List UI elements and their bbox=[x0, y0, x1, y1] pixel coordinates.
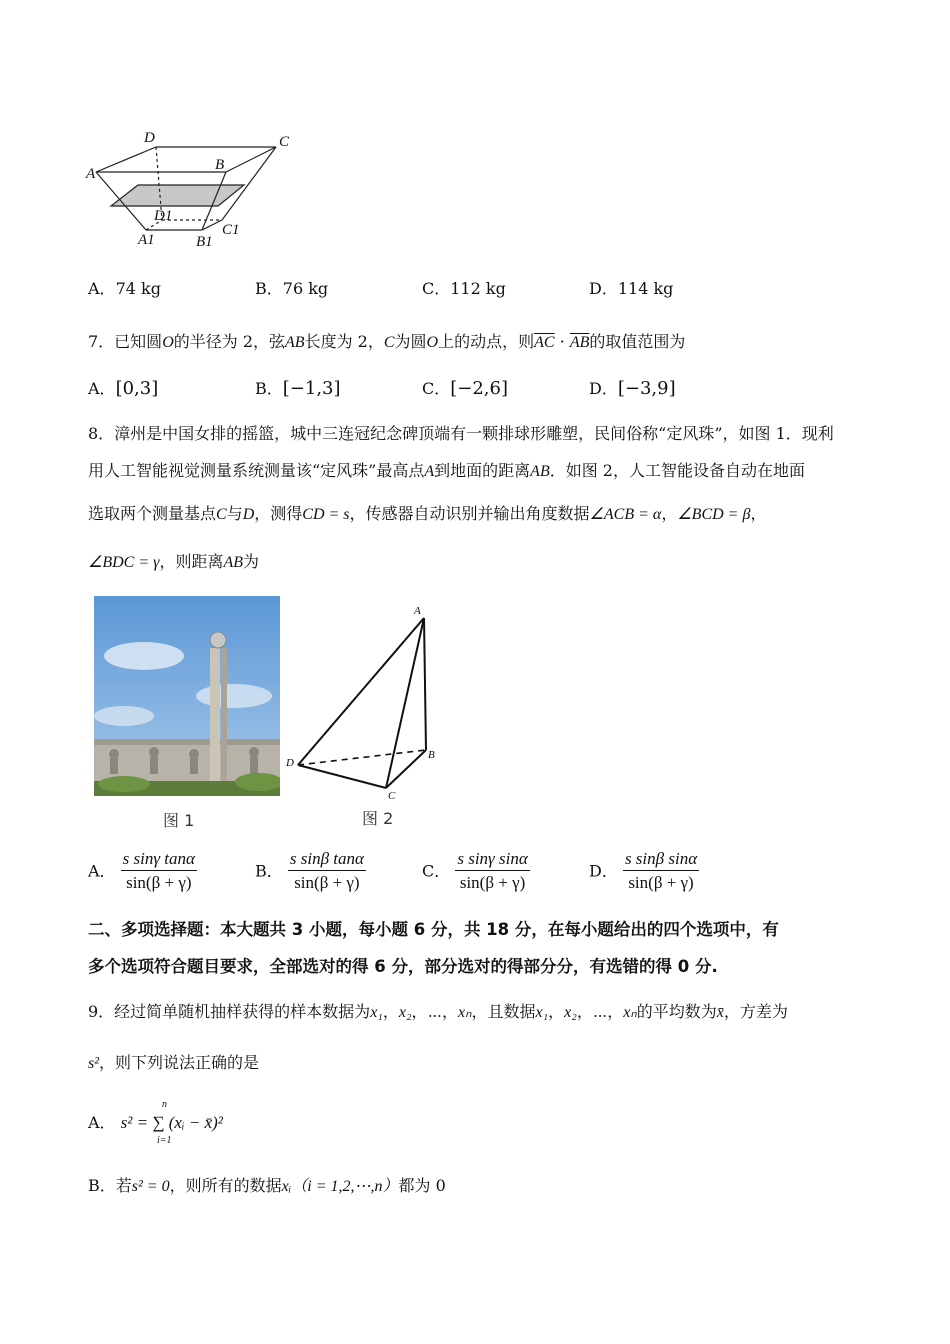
label-D: D bbox=[144, 130, 155, 146]
q9-line-1: 9．经过简单随机抽样获得的样本数据为x₁，x₂，⋯，xₙ，且数据x₁，x₂，⋯，xₙ的平均数为x̄，方差为 bbox=[88, 1002, 788, 1021]
section-2-heading-line-1: 二、多项选择题：本大题共 3 小题，每小题 6 分，共 18 分，在每小题给出的四个选项中，有 bbox=[88, 920, 779, 939]
fraction: $\frac{\text{s sinγ sinα}}{\sin(\beta + \gamma)}$ bbox=[457, 849, 528, 892]
q8-option-c: C． $\frac{\text{s sinγ sinα}}{\sin(\beta + \gamma)}$ bbox=[422, 848, 530, 895]
q8-line-1: 8．漳州是中国女排的摇篮，城中三连冠纪念碑顶端有一颗排球形雕塑，民间俗称“定风珠”，如图 1．现利 bbox=[88, 424, 834, 443]
q6-option-b: B．76 kg bbox=[255, 279, 329, 298]
q8-option-a: A． $\frac{\text{s sinγ tanα}}{\sin(\beta + \gamma)}$ bbox=[88, 848, 197, 895]
figure-1-caption: 图 1 bbox=[163, 811, 195, 830]
label-A: A bbox=[414, 605, 421, 617]
tetrahedron-figure bbox=[282, 600, 442, 800]
label-D1: D1 bbox=[154, 208, 173, 224]
fraction: $\frac{\text{s sinβ sinα}}{\sin(\beta + \gamma)}$ bbox=[624, 849, 698, 892]
q9-line-2: s²，则下列说法正确的是 bbox=[88, 1053, 260, 1072]
monument-photo bbox=[94, 596, 280, 796]
q7-option-c: C．[−2,6] bbox=[422, 378, 509, 399]
figure-2-caption: 图 2 bbox=[362, 809, 394, 828]
q8-line-2: 用人工智能视觉测量系统测量该“定风珠”最高点A到地面的距离AB．如图 2，人工智能设备自动在地面 bbox=[88, 461, 805, 480]
label-B1: B1 bbox=[196, 234, 213, 250]
q9-option-a: A． s² = ∑ (xᵢ − x̄)² bbox=[88, 1113, 223, 1132]
q8-option-b: B． $\frac{\text{s sinβ tanα}}{\sin(\beta + \gamma)}$ bbox=[255, 848, 366, 895]
fraction: $\frac{\text{s sinγ tanα}}{\sin(\beta + \gamma)}$ bbox=[122, 849, 195, 892]
label-B: B bbox=[428, 749, 435, 761]
sum-upper-limit: n bbox=[162, 1099, 167, 1110]
q8-option-d: D． $\frac{\text{s sinβ sinα}}{\sin(\beta + \gamma)}$ bbox=[589, 848, 699, 895]
q6-option-a: A．74 kg bbox=[88, 279, 161, 298]
q6-option-c: C．112 kg bbox=[422, 279, 506, 298]
label-C: C bbox=[279, 134, 290, 150]
sum-lower-limit: i=1 bbox=[157, 1135, 172, 1146]
label-A1: A1 bbox=[138, 232, 155, 248]
section-2-heading-line-2: 多个选项符合题目要求，全部选对的得 6 分，部分选对的得部分分，有选错的得 0 分. bbox=[88, 957, 718, 976]
q7-stem: 7．已知圆O的半径为 2，弦AB长度为 2，C为圆O上的动点，则$\overline{AC} \cdot \overline{AB}$的取值范围为 bbox=[88, 332, 686, 351]
label-D: D bbox=[286, 757, 294, 769]
frustum-figure bbox=[84, 122, 304, 254]
label-B: B bbox=[215, 157, 225, 173]
q7-option-b: B．[−1,3] bbox=[255, 378, 341, 399]
q9-option-b: B．若s² = 0，则所有的数据xᵢ（i = 1,2,⋯,n）都为 0 bbox=[88, 1176, 446, 1195]
label-A: A bbox=[86, 166, 96, 182]
shaded-section bbox=[111, 185, 244, 206]
q6-option-d: D．114 kg bbox=[589, 279, 674, 298]
label-C: C bbox=[388, 790, 396, 800]
fraction: $\frac{\text{s sinβ tanα}}{\sin(\beta + \gamma)}$ bbox=[289, 849, 364, 892]
q7-option-d: D．[−3,9] bbox=[589, 378, 676, 399]
q8-line-3: 选取两个测量基点C与D，测得CD = s，传感器自动识别并输出角度数据∠ACB = α，∠BCD = β， bbox=[88, 504, 767, 523]
q8-line-4: ∠BDC = γ，则距离AB为 bbox=[88, 552, 260, 571]
q7-option-a: A．[0,3] bbox=[88, 378, 159, 399]
label-C1: C1 bbox=[222, 222, 240, 238]
